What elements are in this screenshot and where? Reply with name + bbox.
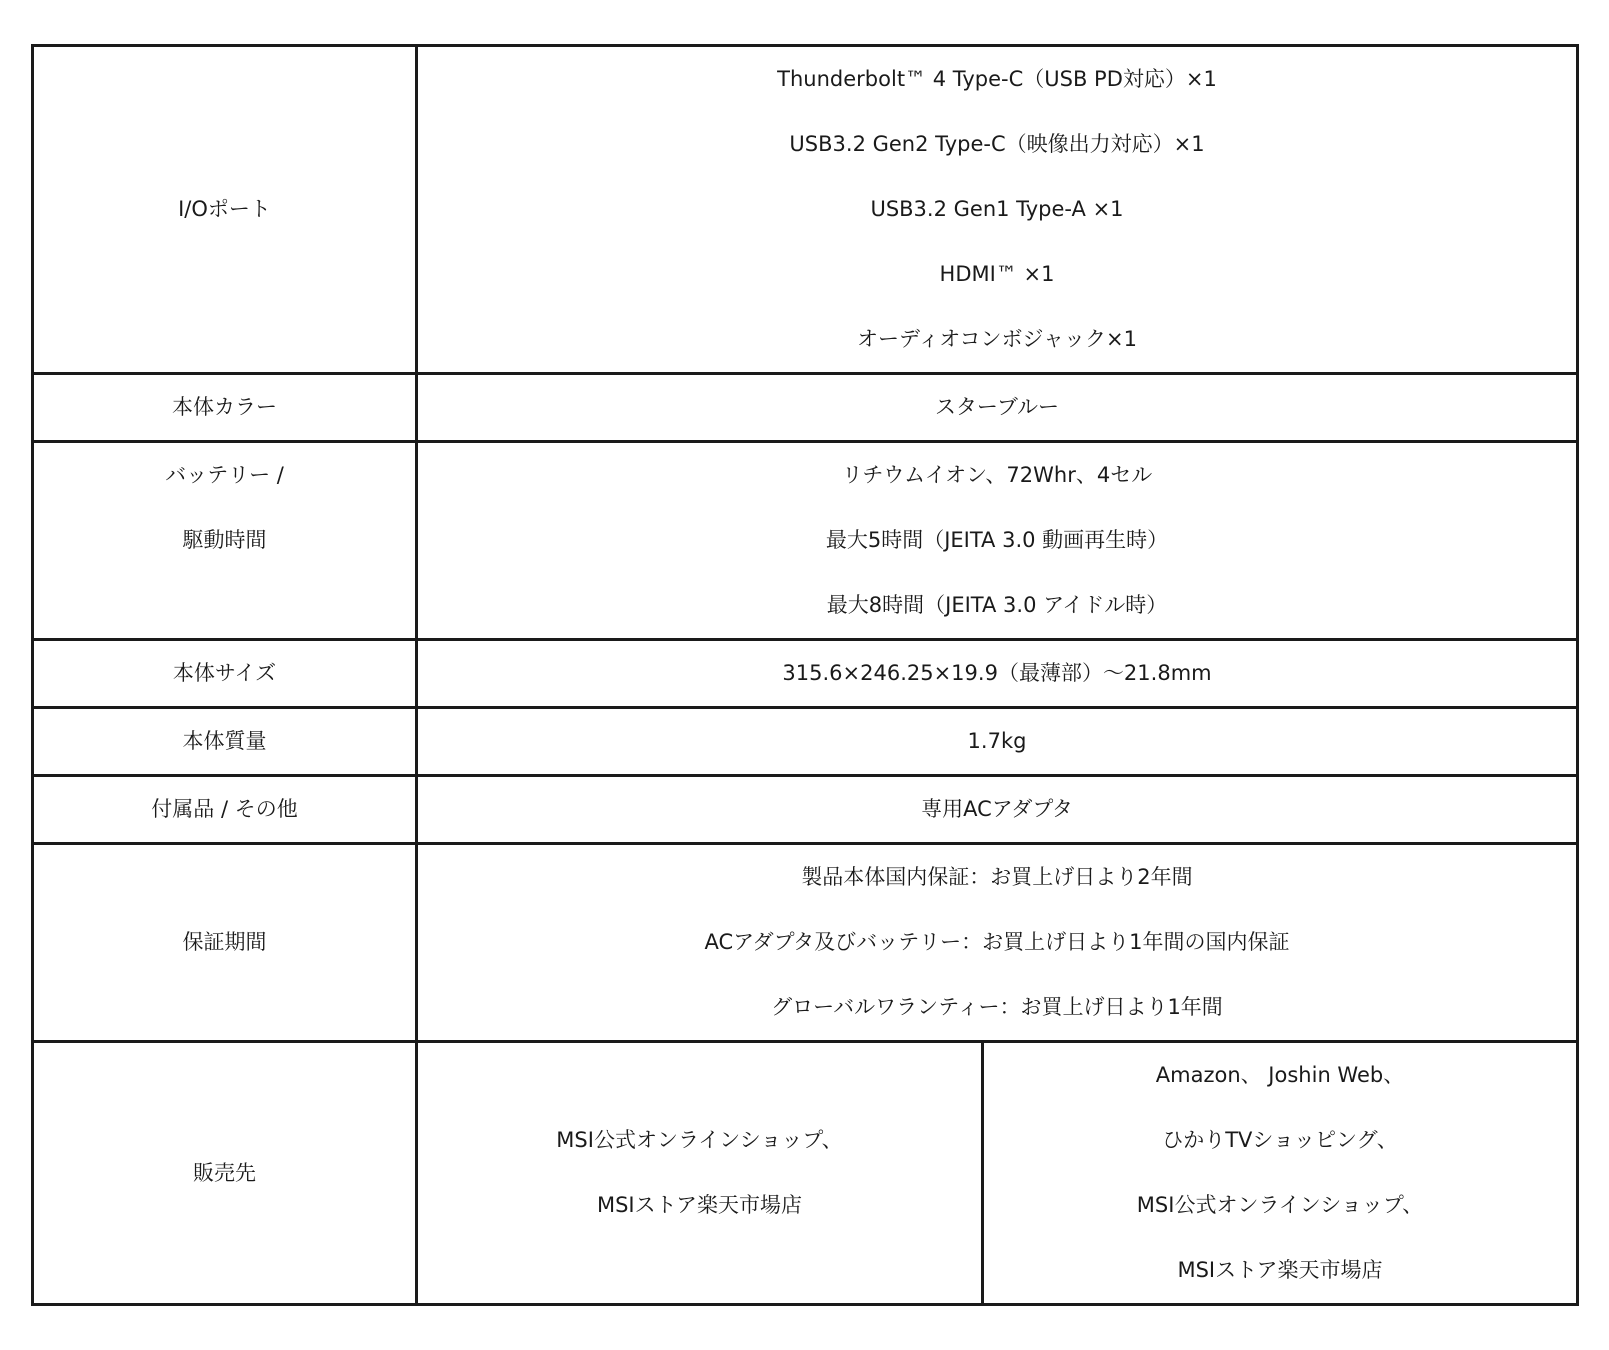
- label-line: 駆動時間: [182, 528, 267, 552]
- spec-row-weight: [33, 708, 1578, 776]
- retail-line: MSI公式オンラインショップ、: [1136, 1193, 1424, 1217]
- retail-line: MSI公式オンラインショップ、: [556, 1128, 843, 1152]
- label-line: 本体サイズ: [172, 661, 277, 685]
- label-line: I/Oポート: [178, 197, 271, 221]
- value-line: リチウムイオン、72Whr、4セル: [841, 463, 1153, 487]
- value-line: HDMI™ ×1: [939, 262, 1055, 286]
- value-line: Thunderbolt™ 4 Type-C（USB PD対応）×1: [777, 67, 1217, 91]
- spec-value: [417, 640, 1578, 708]
- spec-value: [417, 374, 1578, 442]
- retail-line: ひかりTVショッピング、: [1162, 1128, 1398, 1152]
- value-line: USB3.2 Gen1 Type-A ×1: [870, 197, 1124, 221]
- spec-row-accessories: [33, 776, 1578, 844]
- spec-label: [33, 776, 417, 844]
- label-line: バッテリー /: [165, 463, 284, 487]
- spec-value: [417, 776, 1578, 844]
- retail-right-cell: [983, 1042, 1578, 1305]
- label-line: 販売先: [193, 1160, 256, 1185]
- spec-value: [417, 46, 1578, 374]
- spec-label: [33, 640, 417, 708]
- value-line: ACアダプタ及びバッテリー：お買上げ日より1年間の国内保証: [704, 930, 1290, 954]
- spec-row-retailers: [33, 1042, 1578, 1305]
- label-line: 本体カラー: [172, 395, 277, 419]
- label-line: 付属品 / その他: [151, 797, 298, 821]
- value-line: オーディオコンボジャック×1: [856, 327, 1137, 351]
- retail-line: Amazon、 Joshin Web、: [1155, 1063, 1405, 1087]
- retail-left-cell: [417, 1042, 983, 1305]
- spec-label: [33, 1042, 417, 1305]
- spec-row-warranty: [33, 844, 1578, 1042]
- spec-label: [33, 374, 417, 442]
- spec-label: [33, 844, 417, 1042]
- value-line: 315.6×246.25×19.9（最薄部）～21.8mm: [782, 661, 1212, 685]
- value-line: USB3.2 Gen2 Type-C（映像出力対応）×1: [789, 132, 1205, 156]
- spec-row-io-ports: [33, 46, 1578, 374]
- spec-label: [33, 46, 417, 374]
- retail-line: MSIストア楽天市場店: [596, 1193, 802, 1217]
- retail-line: MSIストア楽天市場店: [1177, 1258, 1383, 1282]
- spec-value: [417, 844, 1578, 1042]
- label-line: 本体質量: [182, 729, 267, 753]
- value-line: 製品本体国内保証：お買上げ日より2年間: [801, 865, 1193, 889]
- label-line: 保証期間: [182, 930, 267, 954]
- spec-row-battery: [33, 442, 1578, 640]
- spec-value: [417, 708, 1578, 776]
- value-line: 最大8時間（JEITA 3.0 アイドル時）: [826, 593, 1168, 617]
- value-line: 最大5時間（JEITA 3.0 動画再生時）: [825, 528, 1169, 552]
- spec-value: [417, 442, 1578, 640]
- value-line: スターブルー: [934, 395, 1060, 419]
- spec-table: [31, 44, 1579, 1306]
- spec-label: [33, 708, 417, 776]
- value-line: 1.7kg: [967, 729, 1027, 753]
- spec-row-body-color: [33, 374, 1578, 442]
- spec-label: [33, 442, 417, 640]
- value-line: 専用ACアダプタ: [921, 797, 1073, 821]
- spec-row-body-size: [33, 640, 1578, 708]
- value-line: グローバルワランティー：お買上げ日より1年間: [771, 995, 1223, 1019]
